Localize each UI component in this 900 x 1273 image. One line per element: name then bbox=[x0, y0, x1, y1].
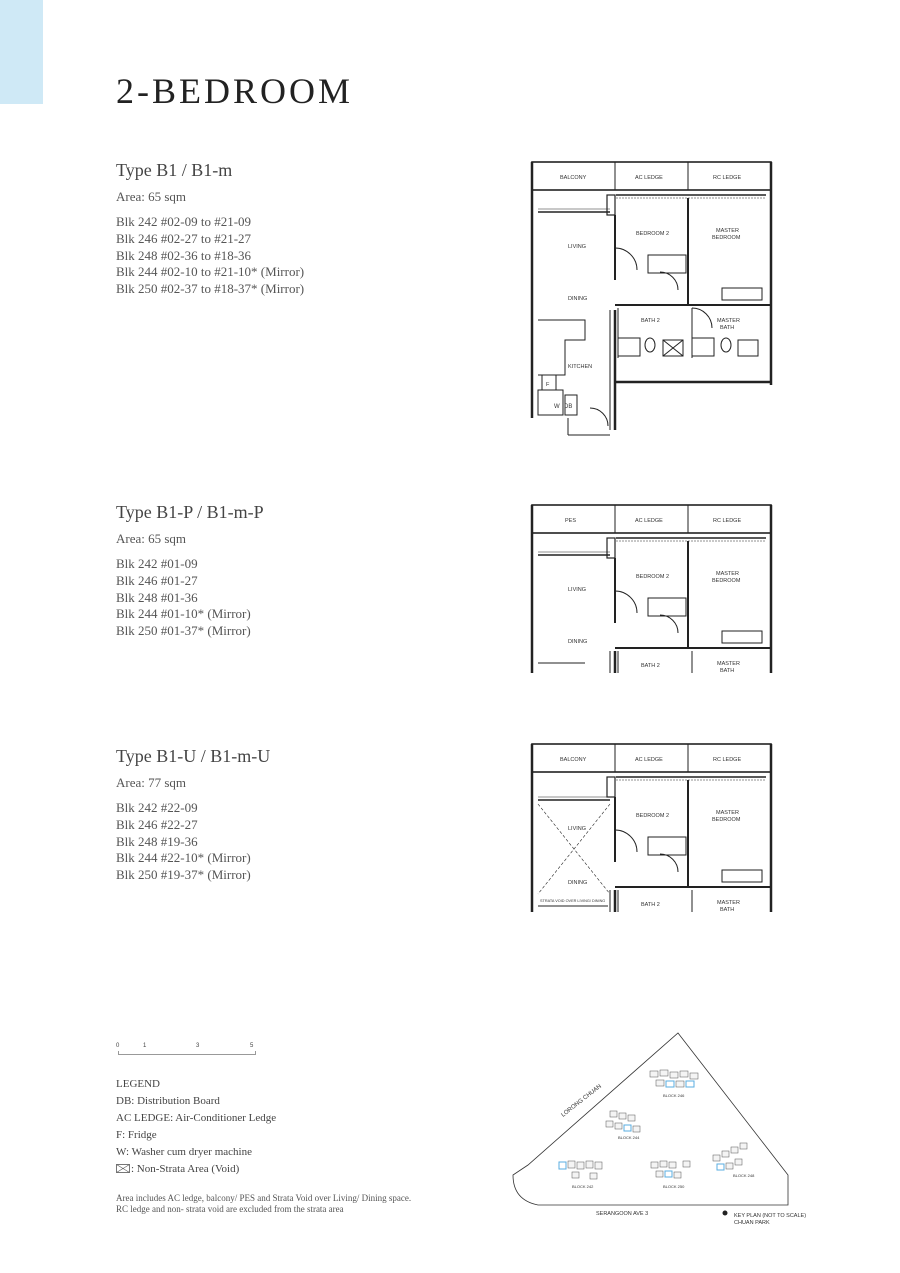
room-label: KITCHEN bbox=[568, 364, 593, 370]
room-label: BEDROOM bbox=[712, 578, 741, 584]
legend-void-text: : Non-Strata Area (Void) bbox=[131, 1163, 240, 1175]
room-label: MASTER bbox=[717, 318, 740, 324]
unit-line: Blk 250 #19-37* (Mirror) bbox=[116, 867, 251, 883]
room-label: BATH bbox=[720, 325, 735, 331]
room-label: BEDROOM 2 bbox=[636, 574, 670, 580]
strata-void-label: STRATA VOID OVER LIVING/ DINING bbox=[540, 899, 606, 903]
floor-plan-b1 bbox=[530, 160, 775, 443]
room-label: RC LEDGE bbox=[713, 175, 742, 181]
washer-label: W bbox=[554, 404, 560, 410]
db-label: DB bbox=[564, 404, 573, 410]
room-label: MASTER bbox=[717, 900, 740, 906]
page-tab-marker bbox=[0, 0, 43, 104]
room-label: LIVING bbox=[568, 826, 587, 832]
room-label: BEDROOM 2 bbox=[636, 231, 670, 237]
unit-line: Blk 250 #02-37 to #18-37* (Mirror) bbox=[116, 281, 305, 297]
floor-plan-b1-u bbox=[530, 742, 775, 917]
block-label: BLOCK 244 bbox=[618, 1135, 640, 1140]
legend-title: LEGEND bbox=[116, 1078, 160, 1090]
room-label: DINING bbox=[568, 880, 588, 886]
unit-type: Type B1 / B1-m bbox=[116, 160, 233, 180]
legend bbox=[116, 1076, 456, 1178]
unit-area: Area: 77 sqm bbox=[116, 775, 187, 790]
room-label: MASTER bbox=[716, 228, 739, 234]
unit-line: Blk 242 #02-09 to #21-09 bbox=[116, 214, 252, 229]
road-label: LORONG CHUAN bbox=[560, 1083, 603, 1119]
room-label: MASTER bbox=[716, 571, 739, 577]
room-label: BEDROOM bbox=[712, 235, 741, 241]
room-label: BATH 2 bbox=[641, 663, 660, 669]
block-246 bbox=[650, 1070, 698, 1098]
site-boundary bbox=[513, 1033, 788, 1205]
footnote-line: Area includes AC ledge, balcony/ PES and Strata Void over Living/ Dining space. bbox=[116, 1193, 412, 1203]
floor-plan-drawing bbox=[530, 160, 775, 438]
scale-tick: 0 bbox=[116, 1043, 120, 1049]
room-label: MASTER bbox=[716, 810, 739, 816]
room-label: BATH bbox=[720, 907, 735, 912]
unit-type: Type B1-P / B1-m-P bbox=[116, 502, 264, 522]
legend-item: DB: Distribution Board bbox=[116, 1095, 220, 1107]
unit-line: Blk 250 #01-37* (Mirror) bbox=[116, 623, 251, 639]
room-label: AC LEDGE bbox=[635, 175, 663, 181]
room-label: BALCONY bbox=[560, 757, 587, 763]
room-label: BATH 2 bbox=[641, 902, 660, 908]
key-plan-caption: CHUAN PARK bbox=[734, 1220, 770, 1225]
void-cross-icon bbox=[116, 1164, 130, 1173]
unit-line: Blk 246 #01-27 bbox=[116, 572, 198, 588]
floor-plan-b1-p bbox=[530, 503, 775, 678]
unit-line: Blk 248 #19-36 bbox=[116, 833, 198, 849]
unit-lines bbox=[116, 214, 496, 298]
page-title: 2-BEDROOM bbox=[116, 71, 354, 111]
unit-lines bbox=[116, 800, 496, 884]
block-label: BLOCK 248 bbox=[733, 1173, 755, 1178]
block-label: BLOCK 246 bbox=[663, 1093, 685, 1098]
key-plan-map bbox=[508, 1025, 808, 1225]
room-label: AC LEDGE bbox=[635, 518, 663, 524]
unit-info-b1-u bbox=[116, 746, 496, 884]
scale-tick: 1 bbox=[143, 1043, 147, 1049]
unit-line: Blk 244 #02-10 to #21-10* (Mirror) bbox=[116, 264, 305, 280]
fridge-label: F bbox=[546, 382, 550, 388]
floor-plan-drawing bbox=[530, 742, 775, 912]
unit-line: Blk 248 #01-36 bbox=[116, 589, 198, 605]
legend-item: W: Washer cum dryer machine bbox=[116, 1146, 252, 1158]
road-label: SERANGOON AVE 3 bbox=[596, 1211, 649, 1217]
block-label: BLOCK 242 bbox=[572, 1184, 594, 1189]
room-label: BALCONY bbox=[560, 175, 587, 181]
unit-info-b1 bbox=[116, 160, 496, 298]
legend-item: F: Fridge bbox=[116, 1129, 157, 1141]
scale-bar bbox=[116, 1043, 256, 1057]
unit-area: Area: 65 sqm bbox=[116, 531, 187, 546]
key-plan-caption: KEY PLAN (NOT TO SCALE) bbox=[734, 1213, 807, 1219]
footnote-line: RC ledge and non- strata void are excluded from the strata area bbox=[116, 1204, 344, 1214]
room-label: MASTER bbox=[717, 661, 740, 667]
unit-line: Blk 242 #01-09 bbox=[116, 556, 198, 571]
room-label: DINING bbox=[568, 296, 588, 302]
scale-tick: 5 bbox=[250, 1043, 254, 1049]
room-label: LIVING bbox=[568, 587, 587, 593]
scale-line bbox=[118, 1051, 256, 1055]
room-label: DINING bbox=[568, 639, 588, 645]
unit-type: Type B1-U / B1-m-U bbox=[116, 746, 271, 766]
room-label: BATH 2 bbox=[641, 318, 660, 324]
unit-line: Blk 244 #22-10* (Mirror) bbox=[116, 850, 251, 866]
room-label: BEDROOM 2 bbox=[636, 813, 670, 819]
key-plan bbox=[508, 1025, 808, 1230]
room-label: LIVING bbox=[568, 244, 587, 250]
legend-item: AC LEDGE: Air-Conditioner Ledge bbox=[116, 1112, 277, 1124]
unit-lines bbox=[116, 556, 496, 640]
floor-plan-drawing bbox=[530, 503, 775, 673]
unit-line: Blk 244 #01-10* (Mirror) bbox=[116, 606, 251, 622]
room-label: AC LEDGE bbox=[635, 757, 663, 763]
room-label: RC LEDGE bbox=[713, 757, 742, 763]
room-label: PES bbox=[565, 518, 577, 524]
block-250 bbox=[651, 1161, 690, 1189]
north-arrow-icon bbox=[723, 1211, 728, 1216]
block-244 bbox=[606, 1111, 640, 1140]
room-label: BATH bbox=[720, 668, 735, 673]
block-248 bbox=[713, 1143, 755, 1178]
footnote bbox=[116, 1193, 476, 1215]
unit-info-b1-p bbox=[116, 502, 496, 640]
unit-area: Area: 65 sqm bbox=[116, 189, 187, 204]
legend-item-void bbox=[116, 1161, 456, 1178]
block-242 bbox=[559, 1161, 602, 1189]
unit-line: Blk 248 #02-36 to #18-36 bbox=[116, 247, 252, 263]
room-label: RC LEDGE bbox=[713, 518, 742, 524]
room-label: BEDROOM bbox=[712, 817, 741, 823]
unit-line: Blk 242 #22-09 bbox=[116, 800, 198, 815]
block-label: BLOCK 250 bbox=[663, 1184, 685, 1189]
unit-line: Blk 246 #22-27 bbox=[116, 816, 198, 832]
scale-tick: 3 bbox=[196, 1043, 200, 1049]
unit-line: Blk 246 #02-27 to #21-27 bbox=[116, 230, 252, 246]
